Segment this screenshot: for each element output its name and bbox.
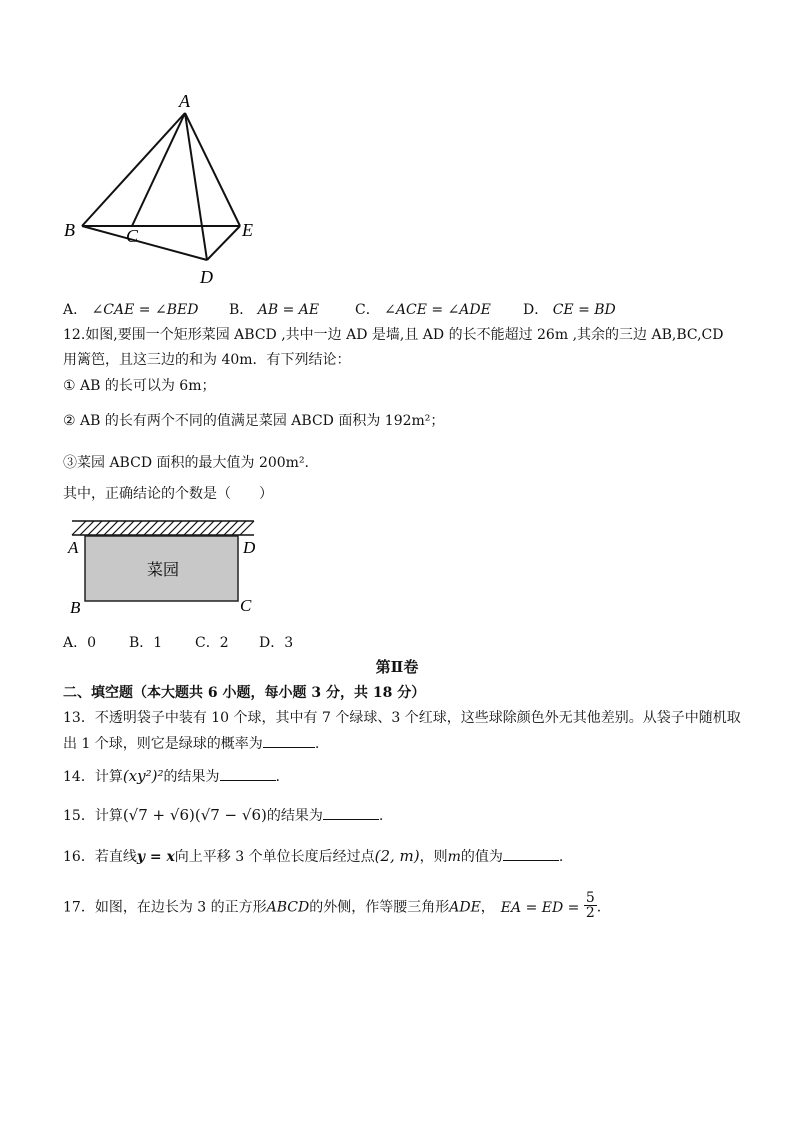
q12-options — [63, 632, 293, 652]
q15-answer-blank[interactable] — [323, 805, 379, 820]
q12-option-c: C．2 — [195, 635, 229, 651]
q13-line2-text: 出 1 个球，则它是绿球的概率为 — [63, 736, 263, 752]
q15-expression: (√7 + √6)(√7 − √6) — [122, 806, 267, 824]
q17-square-name: ABCD — [266, 899, 310, 916]
q14-prefix: 14．计算 — [63, 769, 123, 785]
point-b-label: B — [64, 220, 75, 240]
section-title: 第Ⅱ卷 — [375, 658, 419, 676]
garden-figure — [62, 515, 272, 620]
q14-answer-blank[interactable] — [220, 766, 276, 781]
q12-option-a: A．0 — [63, 635, 97, 651]
q12-line1: 12.如图,要围一个矩形菜园 ABCD ,共中一边 AD 是墙,且 AD 的长不能超过 26m ,其余的三边 AB,BC,CD — [63, 327, 724, 343]
q12-option-b: B．1 — [129, 635, 163, 651]
q14-suffix: 的结果为 — [163, 769, 220, 785]
q15-prefix: 15．计算 — [63, 808, 123, 824]
garden-point-a: A — [68, 538, 79, 557]
q15-suffix: 的结果为 — [266, 808, 323, 824]
q14-expression: (xy²)² — [122, 767, 164, 785]
q16: 16．若直线y = x向上平移 3 个单位长度后经过点(2, m)，则m的值为 . — [63, 847, 564, 865]
point-e-label: E — [242, 220, 253, 240]
q13-answer-blank[interactable] — [263, 733, 315, 748]
q17-triangle-name: ADE — [449, 899, 481, 916]
triangle-figure — [55, 90, 275, 290]
q14: 14．计算(xy²)²的结果为 . — [63, 767, 280, 785]
q16-suffix: 的值为 — [460, 849, 503, 865]
q12-option-d: D．3 — [259, 635, 294, 651]
q17-fraction — [584, 891, 597, 920]
q17-mid: 的外侧，作等腰三角形 — [309, 899, 450, 916]
q16-line-equation: y = x — [136, 849, 175, 865]
q11-option-d: D． CE = BD — [523, 302, 616, 318]
garden-point-d: D — [243, 538, 256, 557]
q12-conclusion-3: ③菜园 ABCD 面积的最大值为 200m². — [63, 455, 310, 471]
q11-options — [63, 299, 616, 319]
q16-mid2: ，则 — [419, 849, 448, 865]
q16-answer-blank[interactable] — [503, 846, 559, 861]
garden-point-c: C — [240, 596, 252, 615]
q15: 15．计算(√7 + √6)(√7 − √6)的结果为 . — [63, 806, 384, 824]
q12-line2: 用篱笆，且这三边的和为 40m．有下列结论： — [63, 352, 351, 368]
garden-point-b: B — [70, 598, 81, 617]
q16-point: (2, m) — [374, 847, 420, 865]
q11-option-a: A． ∠CAE = ∠BED — [63, 302, 199, 318]
q16-mid: 向上平移 3 个单位长度后经过点 — [174, 849, 375, 865]
q12-question: 其中，正确结论的个数是（ ） — [63, 486, 273, 502]
q17-equation: EA = ED = — [500, 899, 580, 916]
section-heading: 二、填空题（本大题共 6 小题，每小题 3 分，共 18 分） — [63, 685, 426, 701]
garden-label: 菜园 — [147, 562, 180, 579]
q13-line1: 13．不透明袋子中装有 10 个球，其中有 7 个绿球、3 个红球，这些球除颜色外无其他差别。从袋子中随机取 — [63, 710, 741, 726]
q13-line2: 出 1 个球，则它是绿球的概率为 . — [63, 733, 319, 753]
q17-fraction-denominator: 2 — [585, 905, 595, 921]
q16-var: m — [447, 849, 461, 865]
q16-prefix: 16．若直线 — [63, 849, 137, 865]
point-d-label: D — [200, 267, 213, 287]
q12-conclusion-2: ② AB 的长有两个不同的值满足菜园 ABCD 面积为 192m²； — [63, 413, 445, 429]
q11-option-b: B． AB = AE — [229, 302, 320, 318]
q11-option-c: C． ∠ACE = ∠ADE — [355, 302, 491, 318]
q17-prefix: 17．如图，在边长为 3 的正方形 — [63, 899, 267, 916]
q17-fraction-numerator: 5 — [585, 890, 595, 906]
q17: 17．如图，在边长为 3 的正方形ABCD的外侧，作等腰三角形ADE， EA = ED = $\frac{5}{2}$ . — [63, 890, 602, 921]
point-c-label: C — [126, 226, 139, 246]
point-a-label: A — [179, 91, 190, 111]
q12-conclusion-1: ① AB 的长可以为 6m； — [63, 378, 216, 394]
